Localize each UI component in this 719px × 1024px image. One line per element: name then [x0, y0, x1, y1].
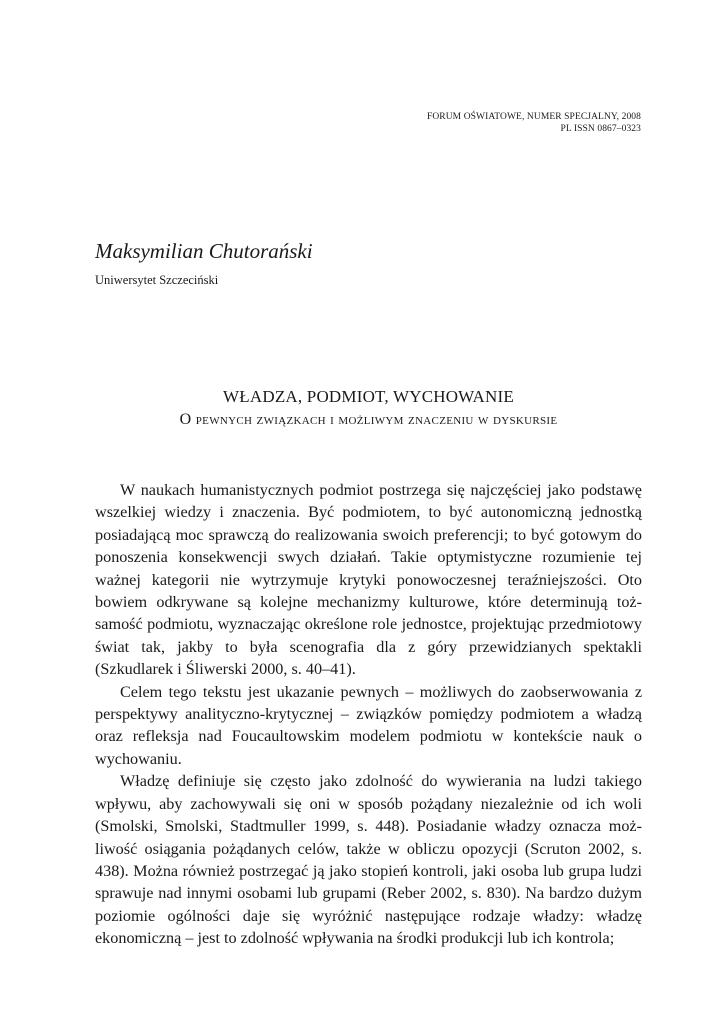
paragraph: W naukach humanistycznych podmiot postrzega się najczęściej jako podstawę wszelkiej wiedzy i znaczenia. Być podmiotem, to być autonomiczną jednostką posiadającą moc sprawczą do realizowania swoich preferencji; to być gotowym do ponoszenia konsekwencji swych działań. Takie optymistyczne rozumienie tej ważnej kategorii nie wytrzymuje krytyki ponowoczesnej teraźniejszości. Oto bowiem odkrywane są kolejne mechanizmy kulturowe, które determinują tożsamość podmiotu, wyznaczając określone role jednostce, projektując przedmiotowy świat tak, jakby to była scenografia dla z góry przewidzianych spektakli (Szkudlarek i Śliwerski 2000, s. 40–41).	[95, 481, 642, 679]
paragraph: Władzę definiuje się często jako zdolność do wywierania na ludzi takiego wpływu, aby zachowywali się oni w sposób pożądany niezależnie od ich woli (Smolski, Smolski, Stadtmuller 1999, s. 448). Posiadanie władzy oznacza możliwość osiągania pożądanych celów, także w obliczu opozycji (Scruton 2002, s. 438). Można również postrzegać ją jako stopień kontroli, jaki osoba lub grupa ludzi sprawuje nad innymi osobami lub grupami (Reber 2002, s. 830). Na bardzo dużym poziomie ogólności daje się wyróżnić następujące rodzaje władzy: władzę ekonomiczną – jest to zdolność wpływania na środki produkcji lub ich kontrola;	[95, 772, 642, 948]
author-name: Maksymilian Chutorański	[95, 239, 313, 263]
journal-line: FORUM OŚWIATOWE, NUMER SPECJALNY, 2008	[426, 112, 641, 122]
article-subtitle: O pewnych związkach i możliwym znaczeniu w dyskursie	[179, 411, 558, 428]
issn-line: PL ISSN 0867–0323	[560, 124, 641, 134]
title-block	[95, 387, 642, 430]
author-affiliation: Uniwersytet Szczeciński	[95, 273, 219, 287]
body-text	[95, 479, 642, 950]
article-title: WŁADZA, PODMIOT, WYCHOWANIE	[223, 387, 514, 406]
paragraph: Celem tego tekstu jest ukazanie pewnych – możliwych do zaobserwowania z perspektywy analityczno-krytycznej – związków pomiędzy podmiotem a władzą oraz refleksja nad Foucaultowskim modelem podmiotu w kontekście nauk o wychowaniu.	[95, 682, 642, 768]
journal-header	[427, 111, 641, 135]
